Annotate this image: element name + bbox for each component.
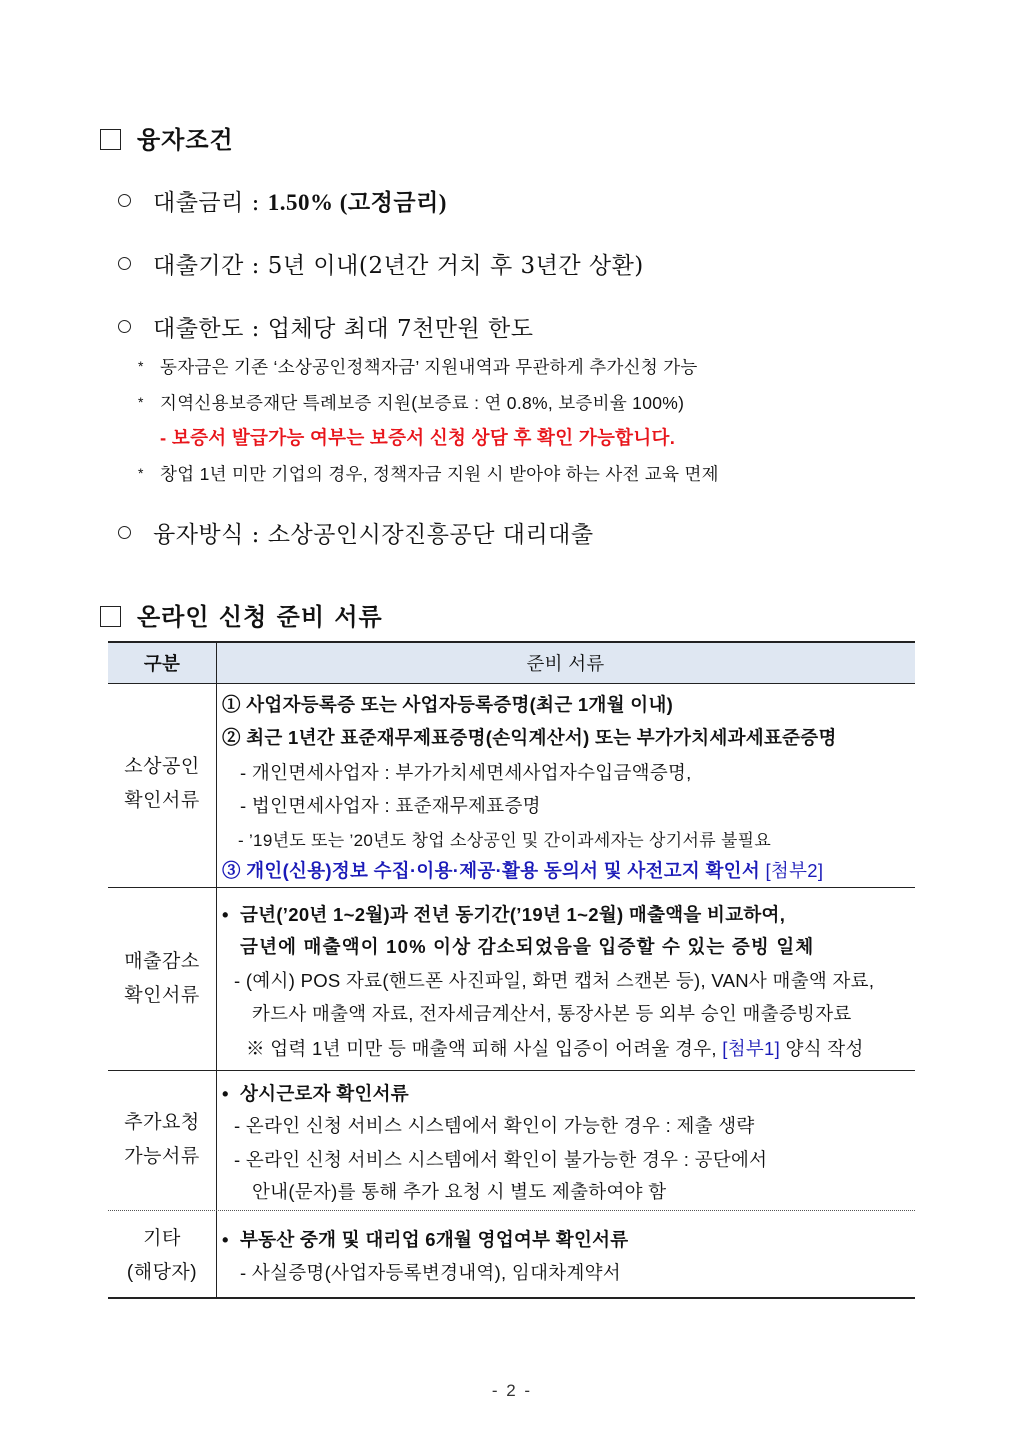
- note-1: * 동자금은 기존 ‘소상공인정책자금’ 지원내역과 무관하게 추가신청 가능: [138, 357, 698, 377]
- row4-line1: • 부동산 중개 및 대리업 6개월 영업여부 확인서류: [222, 1229, 629, 1250]
- table-header-category: 구분: [143, 653, 181, 674]
- dot-bullet-icon: •: [222, 904, 229, 925]
- note-2: * 지역신용보증재단 특례보증 지원(보증료 : 연 0.8%, 보증비율 100%): [138, 393, 685, 413]
- table-row-dotted-border: [108, 1210, 915, 1211]
- dot-bullet-icon: •: [222, 1229, 229, 1250]
- row4-category: 기타 (해당자): [126, 1228, 198, 1283]
- row1-line3: - 개인면세사업자 : 부가가치세면세사업자수입금액증명,: [240, 762, 692, 783]
- page-number: - 2 -: [491, 1381, 533, 1400]
- checkbox-square-icon: [100, 606, 121, 627]
- table-row-border: [108, 887, 915, 888]
- section-title-online-docs: 온라인 신청 준비 서류: [100, 597, 383, 632]
- guarantee-notice: - 보증서 발급가능 여부는 보증서 신청 상담 후 확인 가능합니다.: [160, 427, 676, 448]
- row3-category: 추가요청 가능서류: [124, 1112, 200, 1167]
- row1-line6: ③ 개인(신용)정보 수집·이용·제공·활용 동의서 및 사전고지 확인서 [첨부2]: [222, 860, 824, 881]
- row1-line1: ① 사업자등록증 또는 사업자등록증명(최근 1개월 이내): [222, 694, 674, 715]
- row3-line4: 안내(문자)를 통해 추가 요청 시 별도 제출하여야 함: [252, 1181, 667, 1202]
- dot-bullet-icon: •: [222, 1083, 229, 1104]
- checkbox-square-icon: [100, 129, 121, 150]
- circle-bullet-icon: [118, 320, 131, 333]
- row1-line2: ② 최근 1년간 표준재무제표증명(손익계산서) 또는 부가가치세과세표준증명: [222, 727, 837, 748]
- row2-line1: • 금년(’20년 1~2월)과 전년 동기간(’19년 1~2월) 매출액을 비교하여,: [222, 904, 786, 925]
- loan-limit-line: 대출한도 : 업체당 최대 7천만원 한도: [118, 310, 534, 343]
- loan-period-line: 대출기간 : 5년 이내(2년간 거치 후 3년간 상환): [118, 247, 644, 280]
- row2-line3: - (예시) POS 자료(핸드폰 사진파일, 화면 캡처 스캔본 등), VAN사 매출액 자료,: [234, 970, 875, 991]
- row3-line1: • 상시근로자 확인서류: [222, 1083, 409, 1104]
- table-header-documents: 준비 서류: [526, 653, 605, 674]
- row1-category: 소상공인 확인서류: [124, 756, 200, 811]
- loan-method-line: 융자방식 : 소상공인시장진흥공단 대리대출: [118, 516, 594, 549]
- row4-line2: - 사실증명(사업자등록변경내역), 임대차계약서: [240, 1262, 621, 1283]
- asterisk-icon: *: [138, 394, 144, 410]
- row3-line2: - 온라인 신청 서비스 시스템에서 확인이 가능한 경우 : 제출 생략: [234, 1115, 755, 1136]
- attachment-1-ref: [첨부1]: [722, 1038, 781, 1059]
- circle-bullet-icon: [118, 194, 131, 207]
- table-column-divider: [216, 642, 217, 1298]
- table-row-border: [108, 1070, 915, 1071]
- circle-bullet-icon: [118, 526, 131, 539]
- row2-line2: 금년에 매출액이 10% 이상 감소되었음을 입증할 수 있는 증빙 일체: [240, 936, 815, 957]
- row2-category: 매출감소 확인서류: [124, 951, 200, 1006]
- section-title-loan-conditions: 융자조건: [100, 120, 234, 155]
- row2-line4: 카드사 매출액 자료, 전자세금계산서, 통장사본 등 외부 승인 매출증빙자료: [252, 1003, 852, 1024]
- row1-line5: - ’19년도 또는 ’20년도 창업 소상공인 및 간이과세자는 상기서류 불필요: [238, 831, 772, 850]
- row2-line5: ※ 업력 1년 미만 등 매출액 피해 사실 입증이 어려울 경우, [첨부1] 양식 작성: [246, 1038, 864, 1059]
- table-bottom-border: [108, 1297, 915, 1299]
- circle-bullet-icon: [118, 257, 131, 270]
- table-top-border: [108, 641, 915, 643]
- attachment-2-ref: [첨부2]: [765, 860, 824, 881]
- asterisk-icon: *: [138, 358, 144, 374]
- loan-rate-line: 대출금리 : 1.50% (고정금리): [118, 184, 447, 217]
- row1-line4: - 법인면세사업자 : 표준재무제표증명: [240, 795, 541, 816]
- asterisk-icon: *: [138, 465, 144, 481]
- row3-line3: - 온라인 신청 서비스 시스템에서 확인이 불가능한 경우 : 공단에서: [234, 1149, 768, 1170]
- table-header-border: [108, 683, 915, 684]
- note-3: * 창업 1년 미만 기업의 경우, 정책자금 지원 시 받아야 하는 사전 교육 면제: [138, 464, 719, 484]
